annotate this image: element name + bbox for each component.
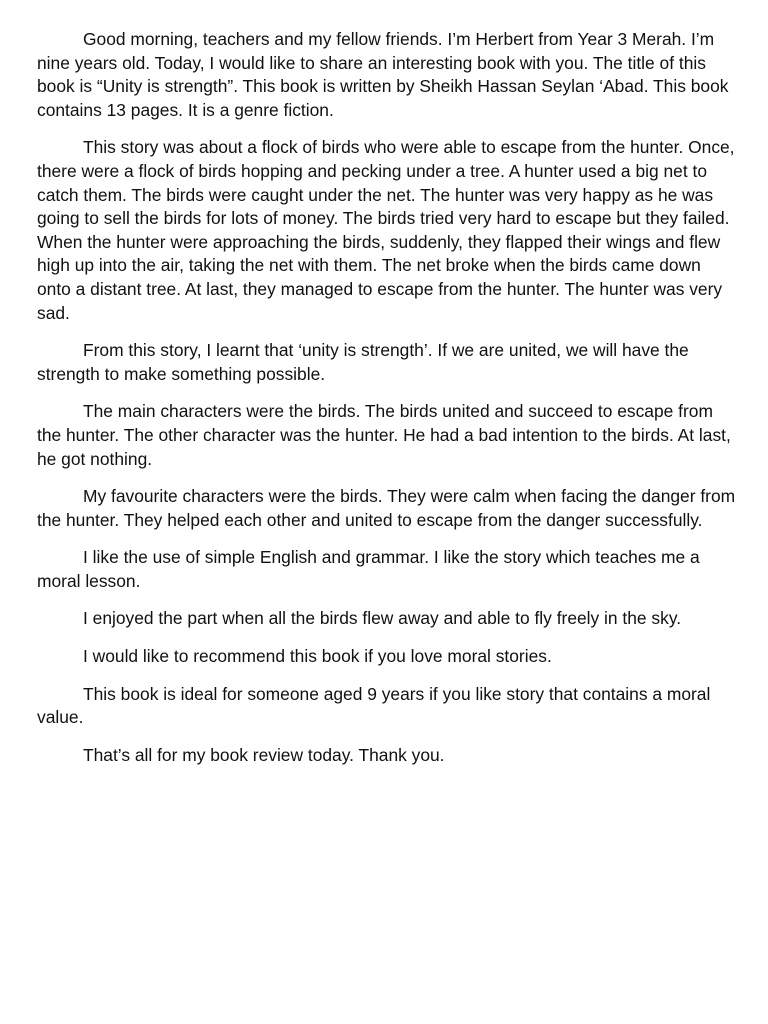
- main-characters-paragraph: The main characters were the birds. The birds united and succeed to escape from the hunter. The other character was the hunter. He had a bad intention to the birds. At last, he got nothing.: [37, 401, 731, 469]
- introduction-paragraph: Good morning, teachers and my fellow friends. I’m Herbert from Year 3 Merah. I’m nine years old. Today, I would like to share an interesting book with you. The title of this book is “Unity is strength”. This book is written by Sheikh Hassan Seylan ‘Abad. This book contains 13 pages. It is a genre fiction.: [37, 29, 729, 120]
- closing-paragraph: That’s all for my book review today. Thank you.: [83, 744, 445, 765]
- audience-paragraph: This book is ideal for someone aged 9 years if you like story that contains a moral value.: [37, 683, 711, 728]
- favourite-characters-paragraph: My favourite characters were the birds. They were calm when facing the danger from the hunter. They helped each other and united to escape from the danger successfully.: [37, 486, 736, 530]
- favourite-part-paragraph: I enjoyed the part when all the birds flew away and able to fly freely in the sky.: [83, 608, 682, 629]
- story-summary-paragraph: This story was about a flock of birds who were able to escape from the hunter. Once, there were a flock of birds hopping and pecking under a tree. A hunter used a big net to catch them. The birds were caught under the net. The hunter was very happy as he was going to sell the birds for lots of money. The birds tried very hard to escape but they failed. When the hunter were approaching the birds, suddenly, they flapped their wings and flew high up into the air, taking the net with them. The net broke when the birds came down onto a distant tree. At last, they managed to escape from the hunter. The hunter was very sad.: [37, 137, 735, 323]
- language-paragraph: I like the use of simple English and grammar. I like the story which teaches me a moral lesson.: [37, 547, 700, 591]
- lesson-paragraph: From this story, I learnt that ‘unity is strength’. If we are united, we will have the strength to make something possible.: [37, 340, 689, 384]
- recommendation-paragraph: I would like to recommend this book if you love moral stories.: [83, 646, 552, 667]
